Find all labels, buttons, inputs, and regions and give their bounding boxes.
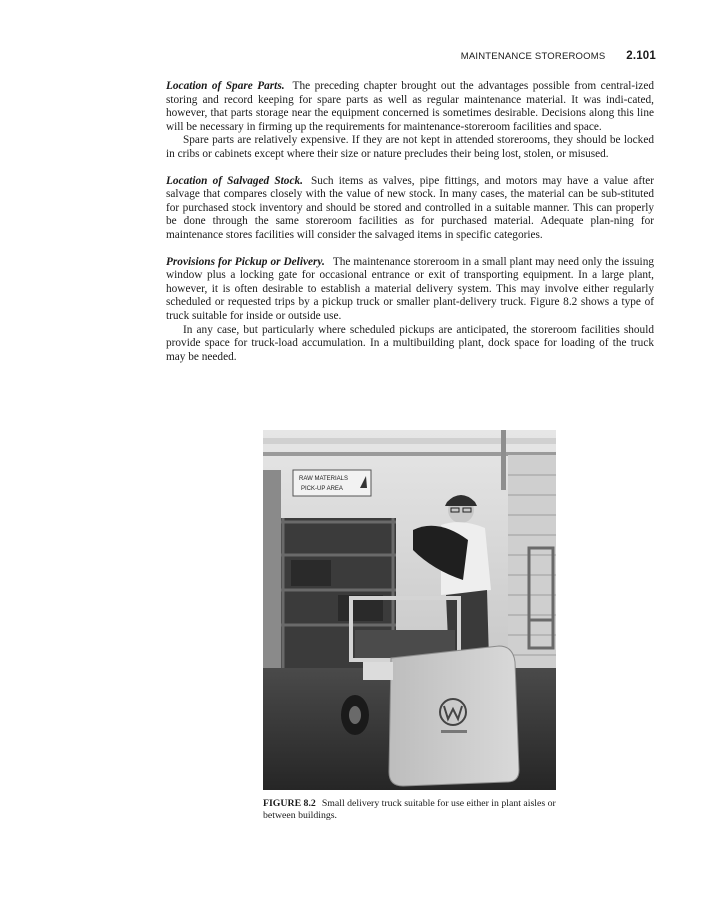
paragraph-spare-parts: [166, 80, 654, 134]
paragraph-pickup-delivery: [166, 256, 654, 324]
run-in-heading-spare-parts: Location of Spare Parts.: [166, 80, 285, 92]
paragraph-text: Spare parts are relatively expensive. If they are not kept in attended storerooms, they should be locked in cribs or cabinets except where their size or nature precludes their being lost, stolen, or misused.: [166, 134, 654, 160]
running-head: [461, 50, 656, 62]
paragraph-text: Such items as valves, pipe fittings, and motors may have a value after salvage that compares closely with the value of new stock. In many cases, the material can be sub-stituted for purchased stock inventory and should be stored and controlled in a suitable manner. This can properly be done through the same storeroom facilities as for purchased material. Adequate plan-ning for maintenance stores facilities will consider the salvaged items in specific categories.: [166, 174, 654, 241]
delivery-truck-photo: [263, 430, 556, 790]
run-in-heading-pickup-delivery: Provisions for Pickup or Delivery.: [166, 255, 325, 268]
paragraph-text: The preceding chapter brought out the advantages possible from central-ized storing and record keeping for spare parts as well as regular maintenance material. It was indi-cated, however, that parts storage near the equipment concerned is sometimes desirable. Decisions along this line will be necessary in firming up the requirements for maintenance-storeroom facilities and space.: [166, 80, 654, 133]
page-number: 2.101: [626, 50, 656, 62]
figure-caption-text: Small delivery truck suitable for use either in plant aisles or between buildings.: [263, 798, 556, 821]
paragraph-spare-parts-cost: [166, 134, 654, 161]
figure-caption: [263, 798, 563, 822]
sign-text-line1: RAW MATERIALS: [299, 476, 349, 482]
figure-photo: [263, 430, 556, 790]
body-text: [166, 80, 654, 364]
sign-text-line2: PICK-UP AREA: [301, 486, 343, 492]
section-title: MAINTENANCE STOREROOMS: [460, 51, 606, 62]
paragraph-truck-load-space: [166, 324, 654, 365]
figure-label: FIGURE 8.2: [263, 798, 316, 809]
paragraph-salvaged-stock: [166, 175, 654, 243]
run-in-heading-salvaged-stock: Location of Salvaged Stock.: [166, 174, 303, 187]
paragraph-text: In any case, but particularly where scheduled pickups are anticipated, the storeroom facilities should provide space for truck-load accumulation. In a multibuilding plant, dock space for loading of the truck may be needed.: [166, 323, 654, 363]
paragraph-text: The maintenance storeroom in a small plant may need only the issuing window plus a locking gate for occasional entrance or exit of transporting equipment. In a large plant, however, it is often desirable to establish a material delivery system. This may involve either regularly scheduled or requested trips by a pickup truck or smaller plant-delivery truck. Figure 8.2 shows a type of truck suitable for inside or outside use.: [166, 255, 654, 322]
